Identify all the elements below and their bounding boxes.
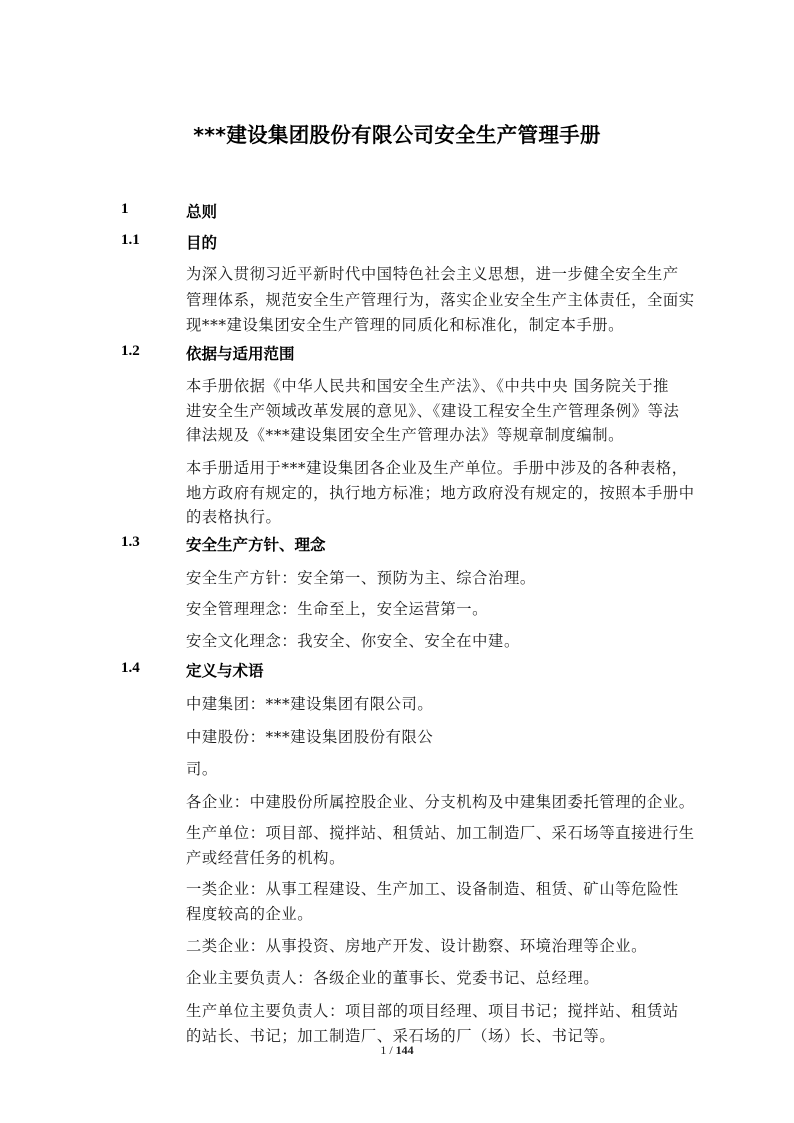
paragraph-line: 进安全生产领域改革发展的意见》、《建设工程安全生产管理条例》等法	[186, 402, 680, 420]
paragraph-line: 本手册依据《中华人民共和国安全生产法》、《中共中央 国务院关于推	[186, 377, 669, 395]
section-heading: 总则	[186, 203, 218, 221]
section-number: 1.3	[121, 534, 140, 550]
paragraph-line: 的站长、书记；加工制造厂、采石场的厂（场）长、书记等。	[186, 1027, 616, 1045]
paragraph-line: 安全生产方针：安全第一、预防为主、综合治理。	[186, 569, 536, 587]
paragraph-line: 一类企业：从事工程建设、生产加工、设备制造、租赁、矿山等危险性	[186, 880, 679, 898]
section-heading: 目的	[186, 234, 218, 252]
paragraph-line: 生产单位：项目部、搅拌站、租赁站、加工制造厂、采石场等直接进行生	[186, 824, 695, 842]
paragraph-line: 中建集团：***建设集团有限公司。	[186, 695, 434, 713]
paragraph-line: 企业主要负责人：各级企业的董事长、党委书记、总经理。	[186, 969, 600, 987]
paragraph-line: 产或经营任务的机构。	[186, 849, 345, 867]
section-number: 1.2	[121, 343, 140, 359]
paragraph-line: 安全管理理念：生命至上，安全运营第一。	[186, 600, 489, 618]
paragraph-line: 生产单位主要负责人：项目部的项目经理、项目书记；搅拌站、租赁站	[186, 1002, 679, 1020]
paragraph-line: 安全文化理念：我安全、你安全、安全在中建。	[186, 632, 520, 650]
current-page: 1	[380, 1043, 387, 1057]
page-footer	[0, 1043, 794, 1058]
paragraph-line: 地方政府有规定的，执行地方标准；地方政府没有规定的，按照本手册中	[186, 484, 695, 502]
section-number: 1.1	[121, 232, 140, 248]
paragraph-line: 律法规及《***建设集团安全生产管理办法》等规章制度编制。	[186, 426, 625, 444]
paragraph-line: 二类企业：从事投资、房地产开发、设计勘察、环境治理等企业。	[186, 937, 648, 955]
paragraph-line: 的表格执行。	[186, 508, 282, 526]
paragraph-line: 中建股份：***建设集团股份有限公	[186, 728, 434, 746]
total-pages: 144	[395, 1043, 414, 1057]
section-heading: 定义与术语	[186, 662, 264, 680]
document-title: ***建设集团股份有限公司安全生产管理手册	[193, 123, 601, 147]
section-number: 1	[121, 201, 129, 217]
paragraph-line: 司。	[186, 760, 218, 778]
paragraph-line: 程度较高的企业。	[186, 905, 314, 923]
paragraph-line: 本手册适用于***建设集团各企业及生产单位。手册中涉及的各种表格，	[186, 459, 688, 477]
paragraph-line: 为深入贯彻习近平新时代中国特色社会主义思想，进一步健全安全生产	[186, 265, 679, 283]
paragraph-line: 各企业：中建股份所属控股企业、分支机构及中建集团委托管理的企业。	[186, 793, 695, 811]
paragraph-line: 现***建设集团安全生产管理的同质化和标准化，制定本手册。	[186, 316, 625, 334]
section-number: 1.4	[121, 660, 140, 676]
paragraph-line: 管理体系，规范安全生产管理行为，落实企业安全生产主体责任，全面实	[186, 291, 695, 309]
section-heading: 安全生产方针、理念	[186, 536, 326, 554]
page-separator: /	[386, 1043, 396, 1057]
section-heading: 依据与适用范围	[186, 345, 295, 363]
